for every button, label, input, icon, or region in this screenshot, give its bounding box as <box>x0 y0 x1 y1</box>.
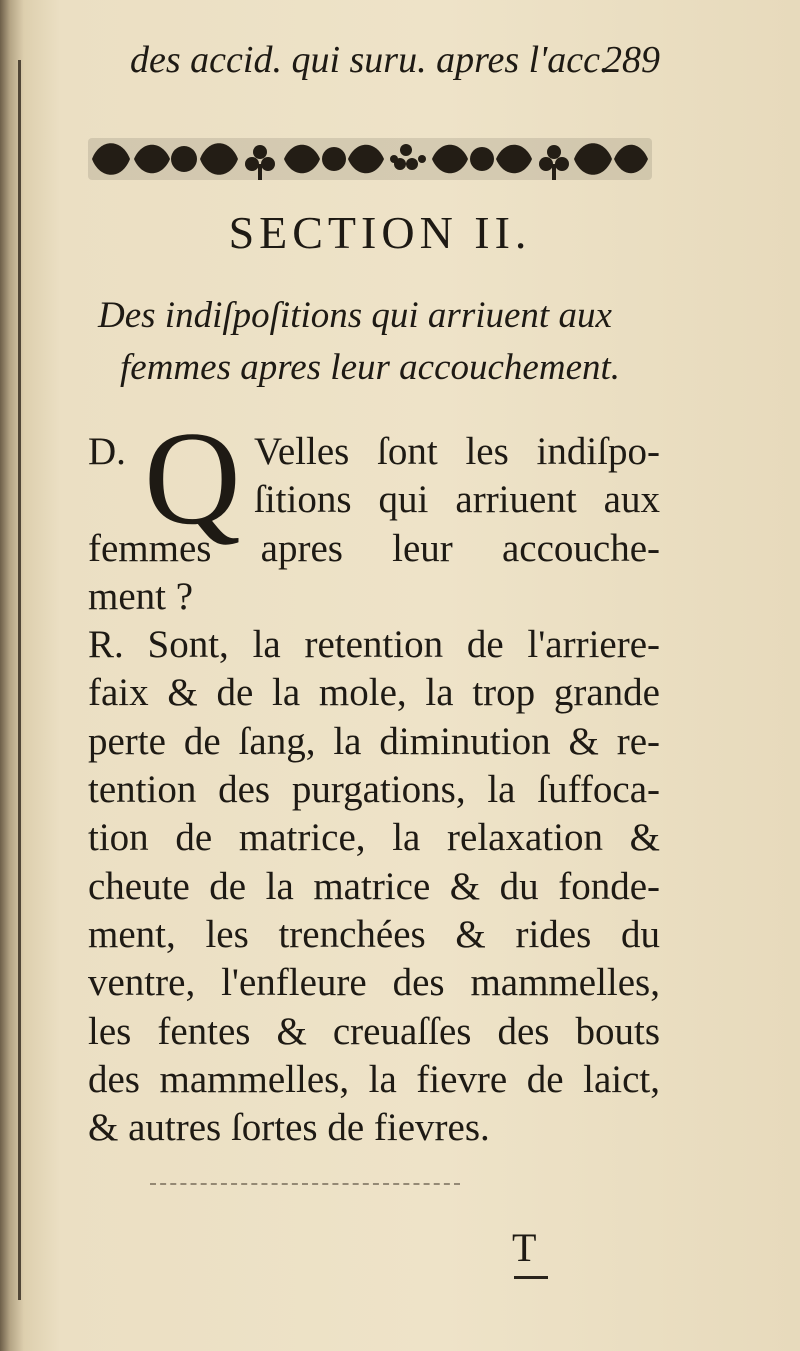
question-line: Velles ſont les indiſpo- <box>254 430 660 473</box>
page-number: 289 <box>603 39 660 81</box>
catchword-underline <box>514 1276 548 1279</box>
question-line: ment ? <box>88 574 194 618</box>
catchword: T <box>512 1225 537 1270</box>
running-head <box>130 38 660 82</box>
answer-line: ventre, l'enfleure des mammelles, <box>88 961 660 1005</box>
subtitle-line-1: Des indiſpoſitions qui arriuent aux <box>98 295 612 336</box>
section-title: SECTION II. <box>228 207 532 258</box>
answer-line: tion de matrice, la relaxation & <box>88 816 660 860</box>
ornament-cluster-2 <box>284 145 384 174</box>
ornament-band <box>88 132 652 186</box>
answer-line: cheute de la matrice & du fonde- <box>88 864 660 908</box>
end-rule <box>150 1183 460 1185</box>
subtitle-line-2: femmes apres leur accouchement. <box>120 347 621 388</box>
answer-line: & autres ſortes de fievres. <box>88 1106 490 1150</box>
answer-line: des mammelles, la fievre de laict, <box>88 1057 660 1101</box>
running-head-text: des accid. qui suru. apres l'acc. <box>130 39 610 81</box>
answer-line: les fentes & creuaſſes des bouts <box>88 1009 660 1053</box>
drop-cap: Q <box>144 404 241 552</box>
question-line: femmes apres leur accouche- <box>88 526 660 570</box>
answer-line: R. Sont, la retention de l'arriere- <box>88 623 660 667</box>
answer-line: tention des purgations, la ſuffoca- <box>88 768 660 812</box>
body-text <box>88 404 660 1152</box>
question-speaker: D. <box>88 430 126 473</box>
ornament-cluster-3 <box>432 145 532 174</box>
answer-line: perte de ſang, la diminution & re- <box>88 719 660 763</box>
answer-line: ment, les trenchées & rides du <box>88 912 660 956</box>
section-subtitle <box>98 290 688 394</box>
answer-line: faix & de la mole, la trop grande <box>88 671 660 715</box>
question-line: ſitions qui arriuent aux <box>254 478 660 522</box>
